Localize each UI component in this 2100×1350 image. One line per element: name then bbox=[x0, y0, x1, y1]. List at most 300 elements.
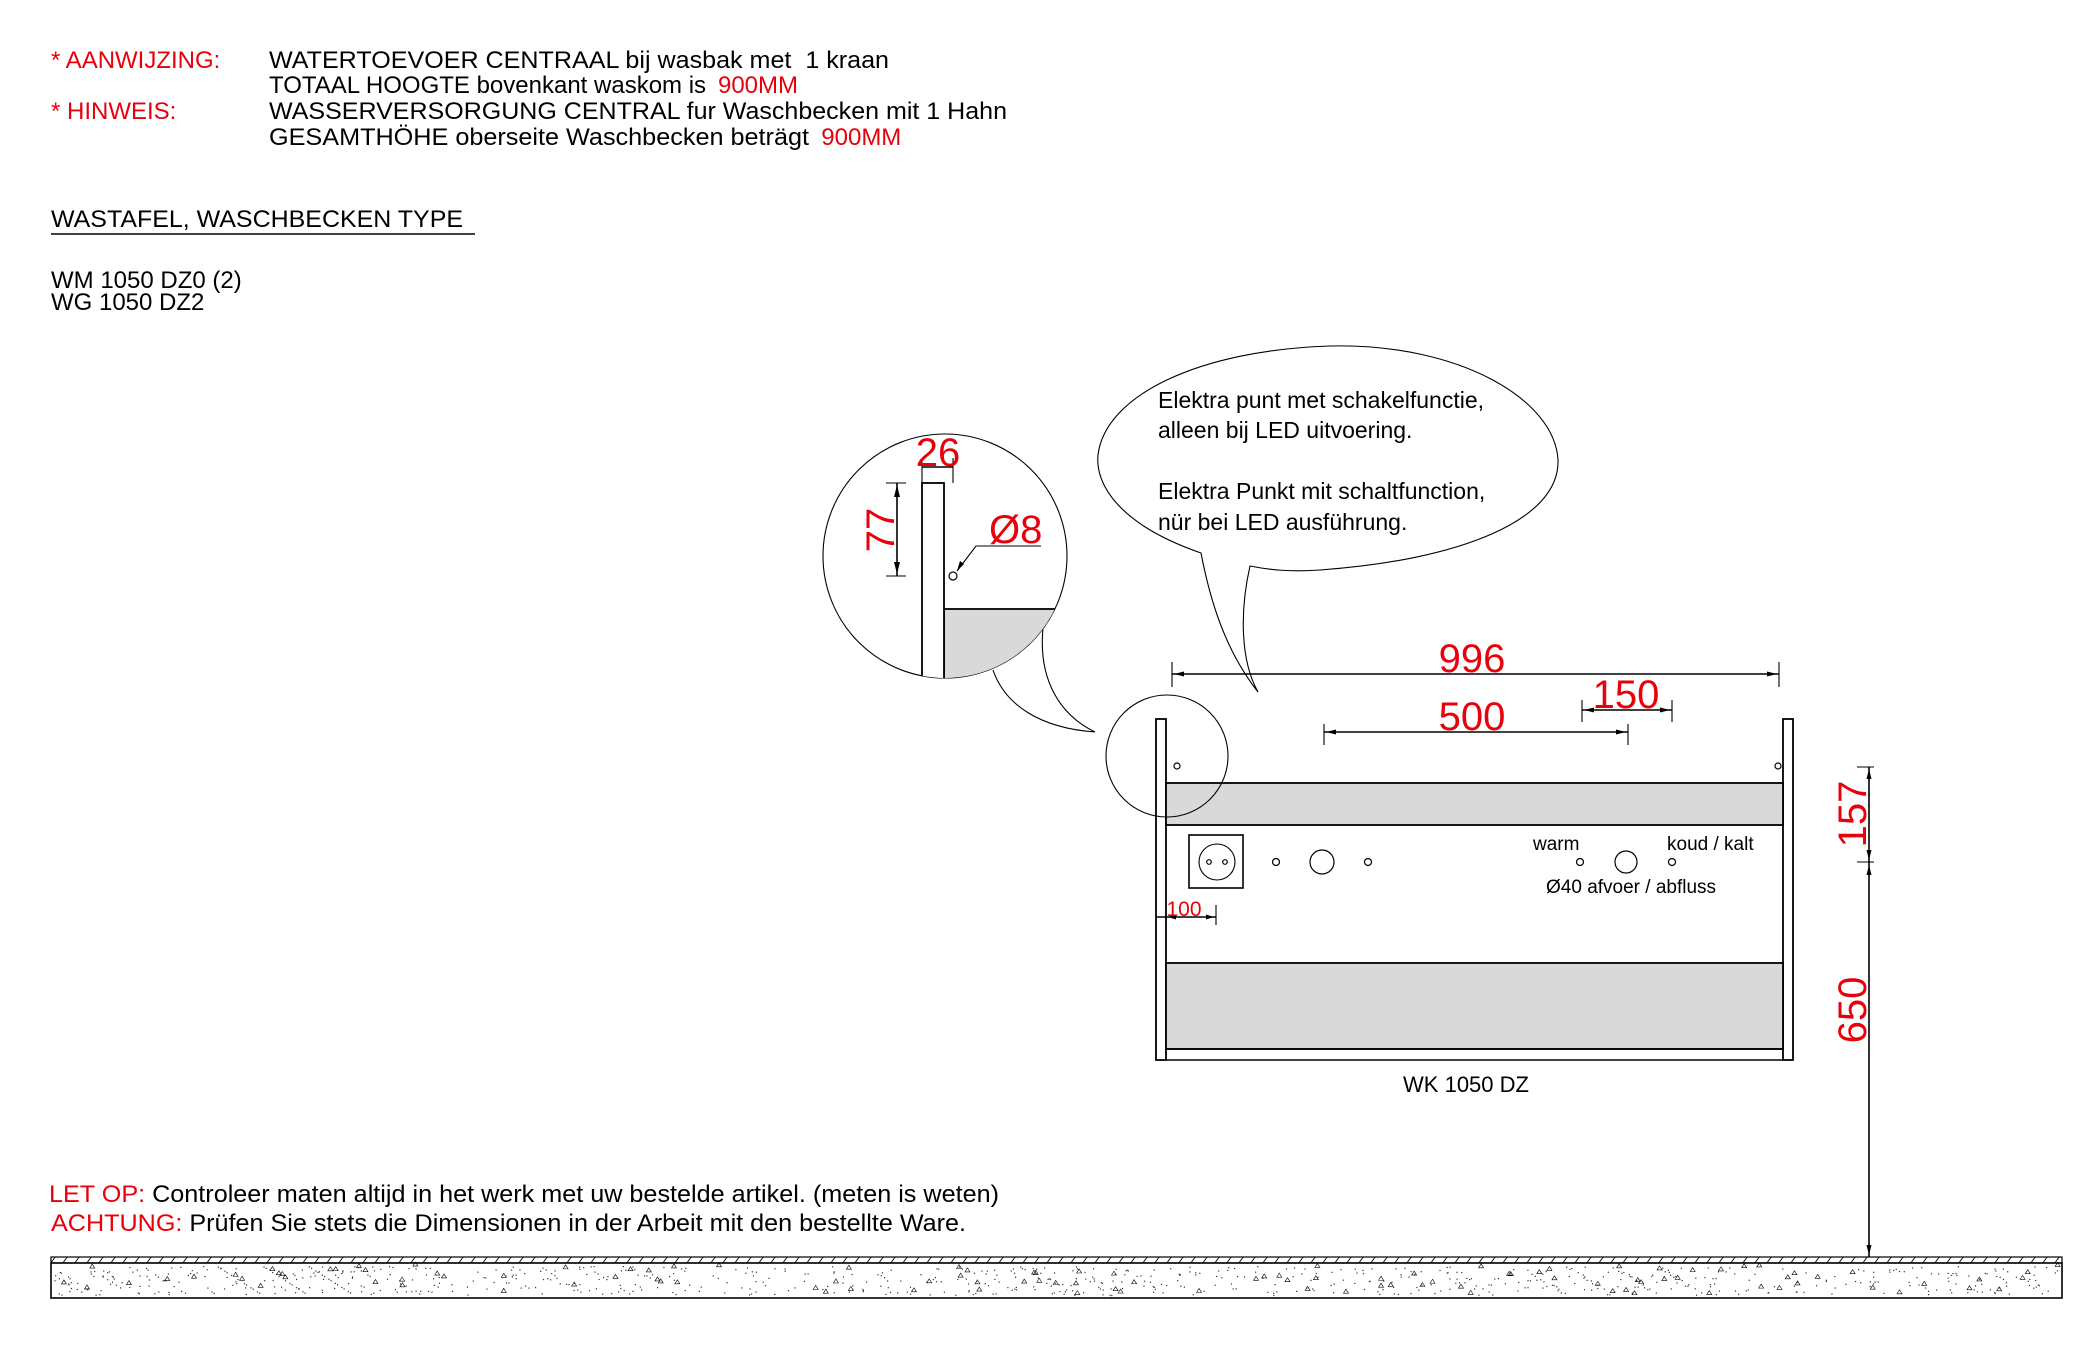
concrete-dot bbox=[1985, 1273, 1986, 1274]
concrete-dot bbox=[129, 1287, 130, 1288]
dim-hole-label: Ø8 bbox=[989, 508, 1043, 552]
concrete-dot bbox=[968, 1283, 969, 1284]
concrete-dot bbox=[1948, 1278, 1949, 1279]
concrete-dot bbox=[389, 1266, 390, 1267]
concrete-dot bbox=[1416, 1287, 1417, 1288]
concrete-dot bbox=[1938, 1274, 1939, 1275]
concrete-dot bbox=[1583, 1275, 1584, 1276]
concrete-dot bbox=[863, 1291, 864, 1292]
concrete-dot bbox=[197, 1272, 198, 1273]
concrete-dot bbox=[753, 1275, 754, 1276]
concrete-dot bbox=[1670, 1275, 1671, 1276]
concrete-dot bbox=[1748, 1289, 1749, 1290]
concrete-dot bbox=[1085, 1272, 1086, 1273]
concrete-dot bbox=[154, 1293, 155, 1294]
concrete-dot bbox=[542, 1293, 543, 1294]
concrete-dot bbox=[543, 1279, 544, 1280]
concrete-dot bbox=[1227, 1270, 1228, 1271]
concrete-dot bbox=[993, 1294, 994, 1295]
concrete-dot bbox=[112, 1276, 113, 1277]
concrete-dot bbox=[486, 1289, 487, 1290]
concrete-dot bbox=[822, 1289, 823, 1290]
concrete-dot bbox=[1065, 1291, 1066, 1292]
concrete-dot bbox=[1673, 1277, 1674, 1278]
concrete-dot bbox=[1035, 1289, 1036, 1290]
concrete-dot bbox=[513, 1275, 514, 1276]
concrete-dot bbox=[1312, 1288, 1313, 1289]
concrete-dot bbox=[910, 1294, 911, 1295]
concrete-dot bbox=[1956, 1275, 1957, 1276]
concrete-dot bbox=[718, 1278, 719, 1279]
concrete-dot bbox=[1144, 1281, 1145, 1282]
concrete-dot bbox=[1038, 1277, 1039, 1278]
concrete-dot bbox=[1729, 1267, 1730, 1268]
concrete-dot bbox=[591, 1266, 592, 1267]
detail-view bbox=[823, 431, 1095, 732]
hinweis-height-value: 900MM bbox=[821, 124, 902, 151]
concrete-dot bbox=[99, 1294, 100, 1295]
mounting-hole-right bbox=[1775, 763, 1781, 769]
concrete-dot bbox=[528, 1288, 529, 1289]
concrete-dot bbox=[1967, 1292, 1968, 1293]
concrete-dot bbox=[852, 1285, 853, 1286]
concrete-dot bbox=[129, 1267, 130, 1268]
concrete-dot bbox=[168, 1273, 169, 1274]
concrete-dot bbox=[77, 1289, 78, 1290]
concrete-dot bbox=[794, 1287, 795, 1288]
concrete-dot bbox=[525, 1286, 526, 1287]
concrete-dot bbox=[279, 1276, 280, 1277]
concrete-dot bbox=[1527, 1287, 1528, 1288]
concrete-dot bbox=[1951, 1275, 1952, 1276]
concrete-dot bbox=[1421, 1271, 1422, 1272]
concrete-dot bbox=[1059, 1284, 1060, 1285]
concrete-dot bbox=[1013, 1268, 1014, 1269]
concrete-dot bbox=[236, 1268, 237, 1269]
concrete-dot bbox=[188, 1275, 189, 1276]
concrete-dot bbox=[1561, 1292, 1562, 1293]
concrete-dot bbox=[808, 1273, 809, 1274]
concrete-dot bbox=[1638, 1287, 1639, 1288]
concrete-dot bbox=[1955, 1273, 1956, 1274]
concrete-dot bbox=[540, 1271, 541, 1272]
concrete-dot bbox=[1450, 1267, 1451, 1268]
concrete-dot bbox=[94, 1271, 95, 1272]
concrete-dot bbox=[168, 1292, 169, 1293]
concrete-dot bbox=[579, 1267, 580, 1268]
concrete-dot bbox=[1257, 1266, 1258, 1267]
concrete-dot bbox=[1889, 1269, 1890, 1270]
concrete-dot bbox=[1987, 1273, 1988, 1274]
concrete-dot bbox=[1896, 1269, 1897, 1270]
concrete-dot bbox=[663, 1267, 664, 1268]
concrete-dot bbox=[335, 1275, 336, 1276]
concrete-dot bbox=[638, 1275, 639, 1276]
concrete-dot bbox=[1234, 1268, 1235, 1269]
concrete-dot bbox=[1870, 1286, 1871, 1287]
concrete-dot bbox=[395, 1289, 396, 1290]
concrete-dot bbox=[1474, 1288, 1475, 1289]
concrete-dot bbox=[315, 1270, 316, 1271]
concrete-dot bbox=[77, 1283, 78, 1284]
concrete-dot bbox=[237, 1279, 238, 1280]
concrete-dot bbox=[2038, 1284, 2039, 1285]
concrete-dot bbox=[1870, 1281, 1871, 1282]
concrete-dot bbox=[629, 1293, 630, 1294]
concrete-dot bbox=[579, 1269, 580, 1270]
concrete-dot bbox=[1996, 1276, 1997, 1277]
concrete-dot bbox=[1122, 1288, 1123, 1289]
concrete-dot bbox=[1546, 1271, 1547, 1272]
concrete-dot bbox=[681, 1268, 682, 1269]
concrete-dot bbox=[110, 1284, 111, 1285]
concrete-dot bbox=[1189, 1267, 1190, 1268]
concrete-dot bbox=[1405, 1268, 1406, 1269]
concrete-dot bbox=[2034, 1266, 2035, 1267]
concrete-dot bbox=[882, 1272, 883, 1273]
concrete-dot bbox=[618, 1291, 619, 1292]
concrete-dot bbox=[1899, 1271, 1900, 1272]
concrete-dot bbox=[1688, 1284, 1689, 1285]
cabinet-upper-shelf bbox=[1166, 783, 1783, 825]
concrete-dot bbox=[147, 1276, 148, 1277]
concrete-dot bbox=[1215, 1285, 1216, 1286]
concrete-dot bbox=[735, 1269, 736, 1270]
concrete-dot bbox=[827, 1286, 828, 1287]
concrete-dot bbox=[1016, 1289, 1017, 1290]
concrete-dot bbox=[516, 1275, 517, 1276]
concrete-dot bbox=[583, 1267, 584, 1268]
concrete-dot bbox=[59, 1278, 60, 1279]
concrete-dot bbox=[1128, 1270, 1129, 1271]
concrete-dot bbox=[632, 1267, 633, 1268]
concrete-dot bbox=[1527, 1280, 1528, 1281]
concrete-dot bbox=[1231, 1283, 1232, 1284]
concrete-dot bbox=[505, 1276, 506, 1277]
concrete-dot bbox=[1296, 1291, 1297, 1292]
concrete-dot bbox=[334, 1288, 335, 1289]
concrete-dot bbox=[1267, 1292, 1268, 1293]
concrete-dot bbox=[149, 1279, 150, 1280]
concrete-dot bbox=[1431, 1284, 1432, 1285]
concrete-dot bbox=[207, 1288, 208, 1289]
concrete-dot bbox=[1394, 1293, 1395, 1294]
concrete-dot bbox=[652, 1274, 653, 1275]
concrete-dot bbox=[1505, 1283, 1506, 1284]
concrete-dot bbox=[535, 1287, 536, 1288]
concrete-dot bbox=[322, 1275, 323, 1276]
concrete-dot bbox=[1066, 1289, 1067, 1290]
concrete-dot bbox=[1051, 1286, 1052, 1287]
concrete-dot bbox=[1873, 1272, 1874, 1273]
concrete-dot bbox=[1074, 1295, 1075, 1296]
footer-warnings bbox=[49, 1181, 999, 1237]
concrete-dot bbox=[1591, 1290, 1592, 1291]
concrete-dot bbox=[315, 1275, 316, 1276]
concrete-dot bbox=[1701, 1292, 1702, 1293]
concrete-dot bbox=[1379, 1294, 1380, 1295]
model-item: WM 1050 DZ0 (2) bbox=[51, 267, 242, 294]
concrete-dot bbox=[1719, 1291, 1720, 1292]
concrete-dot bbox=[1153, 1292, 1154, 1293]
concrete-dot bbox=[1355, 1269, 1356, 1270]
concrete-dot bbox=[139, 1275, 140, 1276]
concrete-dot bbox=[1100, 1288, 1101, 1289]
concrete-dot bbox=[1014, 1289, 1015, 1290]
concrete-dot bbox=[834, 1292, 835, 1293]
concrete-dot bbox=[1494, 1278, 1495, 1279]
concrete-dot bbox=[1449, 1289, 1450, 1290]
concrete-dot bbox=[596, 1288, 597, 1289]
concrete-dot bbox=[1055, 1283, 1056, 1284]
concrete-dot bbox=[2029, 1279, 2030, 1280]
concrete-dot bbox=[1608, 1272, 1609, 1273]
concrete-dot bbox=[603, 1277, 604, 1278]
concrete-dot bbox=[452, 1291, 453, 1292]
concrete-dot bbox=[1921, 1267, 1922, 1268]
concrete-dot bbox=[1098, 1287, 1099, 1288]
concrete-dot bbox=[1449, 1278, 1450, 1279]
concrete-dot bbox=[1649, 1288, 1650, 1289]
concrete-dot bbox=[1878, 1281, 1879, 1282]
concrete-dot bbox=[2035, 1280, 2036, 1281]
concrete-dot bbox=[1552, 1285, 1553, 1286]
hinweis-line-1: WASSERVERSORGUNG CENTRAL fur Waschbecken mit 1 Hahn bbox=[269, 98, 1007, 125]
concrete-dot bbox=[866, 1282, 867, 1283]
concrete-dot bbox=[380, 1269, 381, 1270]
concrete-dot bbox=[1154, 1287, 1155, 1288]
concrete-dot bbox=[1925, 1287, 1926, 1288]
concrete-dot bbox=[221, 1268, 222, 1269]
concrete-dot bbox=[1310, 1280, 1311, 1281]
concrete-dot bbox=[607, 1276, 608, 1277]
concrete-dot bbox=[387, 1279, 388, 1280]
detail-hole bbox=[949, 572, 957, 580]
concrete-dot bbox=[107, 1272, 108, 1273]
concrete-dot bbox=[473, 1281, 474, 1282]
concrete-dot bbox=[1064, 1294, 1065, 1295]
cabinet-right-panel bbox=[1783, 719, 1793, 1060]
concrete-dot bbox=[2009, 1294, 2010, 1295]
concrete-dot bbox=[1343, 1280, 1344, 1281]
concrete-dot bbox=[685, 1268, 686, 1269]
concrete-dot bbox=[999, 1282, 1000, 1283]
concrete-dot bbox=[253, 1289, 254, 1290]
concrete-dot bbox=[2046, 1267, 2047, 1268]
concrete-dot bbox=[296, 1287, 297, 1288]
concrete-dot bbox=[1513, 1269, 1514, 1270]
concrete-dot bbox=[1566, 1267, 1567, 1268]
concrete-dot bbox=[1604, 1289, 1605, 1290]
concrete-dot bbox=[419, 1294, 420, 1295]
concrete-dot bbox=[162, 1280, 163, 1281]
concrete-dot bbox=[620, 1288, 621, 1289]
concrete-dot bbox=[348, 1291, 349, 1292]
concrete-dot bbox=[322, 1266, 323, 1267]
concrete-dot bbox=[1695, 1288, 1696, 1289]
concrete-dot bbox=[1101, 1282, 1102, 1283]
concrete-dot bbox=[1860, 1282, 1861, 1283]
concrete-dot bbox=[1411, 1271, 1412, 1272]
concrete-dot bbox=[1643, 1284, 1644, 1285]
concrete-dot bbox=[834, 1271, 835, 1272]
concrete-dot bbox=[1372, 1268, 1373, 1269]
concrete-dot bbox=[1306, 1288, 1307, 1289]
concrete-dot bbox=[1022, 1268, 1023, 1269]
concrete-dot bbox=[1591, 1280, 1592, 1281]
concrete-dot bbox=[269, 1270, 270, 1271]
concrete-dot bbox=[1917, 1277, 1918, 1278]
concrete-dot bbox=[546, 1270, 547, 1271]
concrete-dot bbox=[169, 1294, 170, 1295]
concrete-dot bbox=[2057, 1270, 2058, 1271]
concrete-dot bbox=[1592, 1283, 1593, 1284]
concrete-dot bbox=[650, 1278, 651, 1279]
concrete-dot bbox=[1111, 1295, 1112, 1296]
concrete-dot bbox=[749, 1294, 750, 1295]
concrete-dot bbox=[1085, 1279, 1086, 1280]
concrete-dot bbox=[519, 1269, 520, 1270]
concrete-dot bbox=[1975, 1285, 1976, 1286]
dim-150-label: 150 bbox=[1592, 673, 1660, 717]
concrete-dot bbox=[1995, 1271, 1996, 1272]
concrete-dot bbox=[1845, 1284, 1846, 1285]
concrete-dot bbox=[264, 1280, 265, 1281]
concrete-dot bbox=[1418, 1290, 1419, 1291]
concrete-dot bbox=[910, 1287, 911, 1288]
concrete-dot bbox=[348, 1283, 349, 1284]
concrete-dot bbox=[1863, 1270, 1864, 1271]
concrete-dot bbox=[257, 1291, 258, 1292]
concrete-dot bbox=[1950, 1289, 1951, 1290]
let-op-label: LET OP: bbox=[49, 1181, 141, 1208]
concrete-dot bbox=[1665, 1271, 1666, 1272]
concrete-dot bbox=[1393, 1287, 1394, 1288]
concrete-dot bbox=[192, 1270, 193, 1271]
concrete-dot bbox=[1476, 1285, 1477, 1286]
concrete-dot bbox=[467, 1287, 468, 1288]
concrete-dot bbox=[1613, 1267, 1614, 1268]
concrete-dot bbox=[1054, 1292, 1055, 1293]
concrete-dot bbox=[512, 1276, 513, 1277]
concrete-dot bbox=[1115, 1274, 1116, 1275]
socket-pin-left bbox=[1207, 860, 1212, 865]
concrete-dot bbox=[1195, 1275, 1196, 1276]
concrete-dot bbox=[1889, 1272, 1890, 1273]
concrete-dot bbox=[1094, 1278, 1095, 1279]
concrete-dot bbox=[438, 1287, 439, 1288]
concrete-dot bbox=[974, 1273, 975, 1274]
concrete-dot bbox=[1754, 1274, 1755, 1275]
concrete-dot bbox=[342, 1272, 343, 1273]
concrete-dot bbox=[1331, 1285, 1332, 1286]
concrete-dot bbox=[1180, 1274, 1181, 1275]
concrete-dot bbox=[1305, 1269, 1306, 1270]
aanwijzing-line-2 bbox=[269, 72, 706, 99]
concrete-dot bbox=[1062, 1284, 1063, 1285]
concrete-dot bbox=[1478, 1295, 1479, 1296]
concrete-dot bbox=[1466, 1278, 1467, 1279]
concrete-dot bbox=[289, 1283, 290, 1284]
concrete-dot bbox=[227, 1272, 228, 1273]
concrete-dot bbox=[101, 1290, 102, 1291]
mounting-hole-left bbox=[1174, 763, 1180, 769]
concrete-dot bbox=[1015, 1277, 1016, 1278]
concrete-dot bbox=[621, 1270, 622, 1271]
concrete-dot bbox=[1102, 1294, 1103, 1295]
concrete-dot bbox=[862, 1289, 863, 1290]
concrete-dot bbox=[1046, 1283, 1047, 1284]
concrete-dot bbox=[1974, 1289, 1975, 1290]
concrete-dot bbox=[973, 1294, 974, 1295]
concrete-dot bbox=[756, 1292, 757, 1293]
concrete-dot bbox=[907, 1292, 908, 1293]
concrete-dot bbox=[1161, 1284, 1162, 1285]
concrete-dot bbox=[61, 1273, 62, 1274]
concrete-dot bbox=[747, 1267, 748, 1268]
switch-hole-small bbox=[1273, 859, 1280, 866]
cabinet-elevation bbox=[1106, 637, 1793, 1097]
concrete-dot bbox=[1909, 1282, 1910, 1283]
concrete-dot bbox=[1492, 1294, 1493, 1295]
concrete-dot bbox=[755, 1281, 756, 1282]
concrete-dot bbox=[361, 1270, 362, 1271]
concrete-dot bbox=[1710, 1284, 1711, 1285]
concrete-dot bbox=[439, 1277, 440, 1278]
concrete-dot bbox=[319, 1271, 320, 1272]
cold-label: koud / kalt bbox=[1667, 834, 1754, 855]
concrete-dot bbox=[224, 1271, 225, 1272]
concrete-dot bbox=[483, 1277, 484, 1278]
concrete-dot bbox=[352, 1276, 353, 1277]
concrete-dot bbox=[493, 1282, 494, 1283]
concrete-dot bbox=[1669, 1272, 1670, 1273]
concrete-dot bbox=[880, 1286, 881, 1287]
concrete-dot bbox=[1054, 1272, 1055, 1273]
concrete-dot bbox=[71, 1282, 72, 1283]
concrete-dot bbox=[1469, 1279, 1470, 1280]
concrete-dot bbox=[579, 1284, 580, 1285]
concrete-dot bbox=[1072, 1270, 1073, 1271]
concrete-dot bbox=[1831, 1294, 1832, 1295]
concrete-dot bbox=[322, 1290, 323, 1291]
concrete-dot bbox=[302, 1277, 303, 1278]
concrete-dot bbox=[1153, 1286, 1154, 1287]
concrete-dot bbox=[2028, 1281, 2029, 1282]
concrete-dot bbox=[203, 1266, 204, 1267]
concrete-dot bbox=[180, 1267, 181, 1268]
concrete-dot bbox=[224, 1288, 225, 1289]
concrete-dot bbox=[513, 1267, 514, 1268]
concrete-dot bbox=[1958, 1266, 1959, 1267]
concrete-dot bbox=[390, 1274, 391, 1275]
concrete-dot bbox=[1498, 1278, 1499, 1279]
concrete-dot bbox=[1656, 1282, 1657, 1283]
concrete-dot bbox=[1184, 1287, 1185, 1288]
concrete-dot bbox=[1546, 1286, 1547, 1287]
concrete-dot bbox=[1236, 1288, 1237, 1289]
concrete-dot bbox=[1535, 1276, 1536, 1277]
concrete-dot bbox=[724, 1292, 725, 1293]
concrete-dot bbox=[763, 1282, 764, 1283]
concrete-dot bbox=[1333, 1292, 1334, 1293]
concrete-dot bbox=[1716, 1278, 1717, 1279]
concrete-dot bbox=[1170, 1268, 1171, 1269]
concrete-dot bbox=[996, 1275, 997, 1276]
concrete-dot bbox=[207, 1269, 208, 1270]
concrete-dot bbox=[371, 1294, 372, 1295]
concrete-dot bbox=[96, 1295, 97, 1296]
